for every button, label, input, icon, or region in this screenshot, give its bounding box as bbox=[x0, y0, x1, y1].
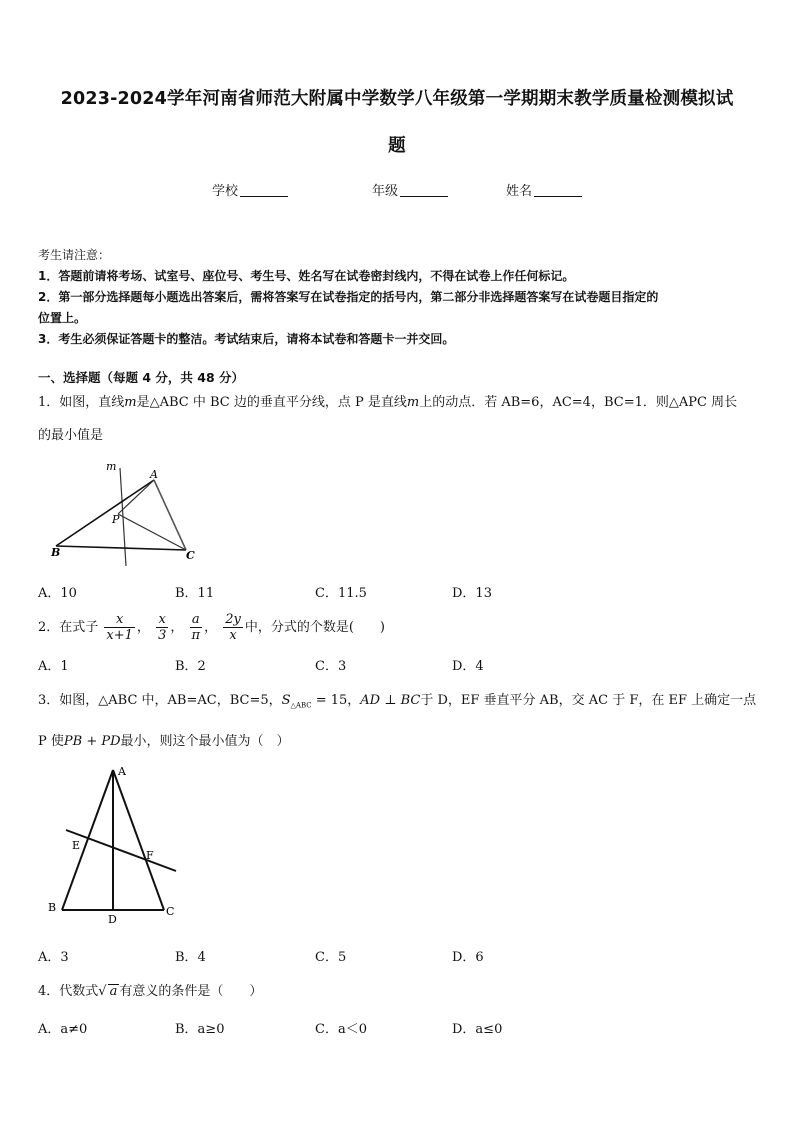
q1-label-c: C bbox=[186, 549, 195, 562]
q1-option-c[interactable]: C．11.5 bbox=[315, 586, 367, 601]
numerator: x bbox=[104, 612, 135, 628]
q2-option-c[interactable]: C．3 bbox=[315, 659, 347, 674]
q2-options bbox=[38, 655, 760, 675]
sqrt-sign-icon: √ bbox=[98, 984, 107, 999]
q2-option-b[interactable]: B．2 bbox=[175, 659, 206, 674]
q3-label-d: D bbox=[108, 913, 117, 926]
q3-figure bbox=[44, 760, 194, 928]
denominator: x bbox=[229, 628, 237, 643]
q1-label-m: m bbox=[106, 460, 117, 473]
q1-option-b[interactable]: B．11 bbox=[175, 586, 215, 601]
school-blank[interactable] bbox=[240, 184, 288, 197]
note-item: 3．考生必须保证答题卡的整洁。考试结束后，请将本试卷和答题卡一并交回。 bbox=[38, 332, 455, 346]
q4-options bbox=[38, 1018, 760, 1038]
notes-heading: 考生请注意： bbox=[38, 248, 111, 262]
q3-side-ab bbox=[62, 770, 113, 910]
question-1 bbox=[38, 386, 760, 452]
grade-label: 年级 bbox=[372, 184, 399, 199]
q3-perpendicular: AD ⊥ BC bbox=[360, 693, 421, 708]
q3-label-a: A bbox=[118, 765, 126, 778]
q1-text: 是△ABC 中 BC 边的垂直平分线，点 P 是直线 bbox=[136, 395, 407, 410]
q3-label-f: F bbox=[146, 849, 154, 862]
q3-label-c: C bbox=[166, 905, 175, 918]
exam-notes bbox=[38, 245, 760, 350]
q3-line-ef bbox=[66, 830, 176, 871]
q3-option-d[interactable]: D．6 bbox=[452, 950, 484, 965]
numerator: 2y bbox=[225, 612, 241, 627]
q3-text: 于 D，EF 垂直平分 AB，交 AC 于 F，在 EF 上确定一点 bbox=[420, 693, 757, 708]
q2-text: 2．在式子 bbox=[38, 620, 99, 635]
separator: ， bbox=[136, 620, 150, 635]
separator: ， bbox=[170, 620, 184, 635]
q2-fraction-2 bbox=[156, 612, 168, 643]
section-heading: 一、选择题（每题 4 分，共 48 分） bbox=[38, 370, 245, 385]
q3-side-ac bbox=[113, 770, 164, 910]
q1-side-ac bbox=[154, 480, 186, 550]
numerator: a bbox=[190, 612, 203, 628]
q1-seg-pa bbox=[118, 480, 154, 514]
school-field[interactable] bbox=[212, 180, 288, 199]
question-4 bbox=[38, 980, 262, 1004]
q3-text: P 使 bbox=[38, 733, 64, 749]
q1-seg-pc bbox=[118, 514, 186, 550]
exam-title bbox=[38, 76, 756, 170]
q4-text: 4．代数式 bbox=[38, 984, 99, 999]
q4-radicand: a bbox=[109, 984, 118, 999]
q2-option-d[interactable]: D．4 bbox=[452, 659, 484, 674]
q4-option-b[interactable]: B．a≥0 bbox=[175, 1022, 225, 1037]
q3-expression: PB + PD bbox=[63, 733, 121, 749]
q2-text: 中，分式的个数是( ) bbox=[244, 620, 385, 635]
q1-figure bbox=[38, 460, 208, 572]
title-line-2: 题 bbox=[388, 136, 406, 156]
q1-var-m: m bbox=[124, 395, 137, 410]
q1-option-a[interactable]: A．10 bbox=[38, 586, 77, 601]
q3-options bbox=[38, 946, 760, 966]
q1-label-a: A bbox=[150, 468, 158, 481]
q3-text: = 15， bbox=[311, 693, 361, 708]
q3-area-subscript: △ABC bbox=[290, 701, 312, 710]
grade-blank[interactable] bbox=[400, 184, 448, 197]
numerator: x bbox=[156, 612, 168, 628]
note-item: 位置上。 bbox=[38, 311, 87, 325]
q1-side-ab bbox=[56, 480, 154, 546]
denominator: x+1 bbox=[106, 628, 133, 643]
q1-option-d[interactable]: D．13 bbox=[452, 586, 492, 601]
q3-option-a[interactable]: A．3 bbox=[38, 950, 69, 965]
q3-text: 3．如图，△ABC 中，AB=AC，BC=5， bbox=[38, 693, 282, 708]
q1-text: 上的动点．若 AB=6，AC=4，BC=1．则△APC 周长 bbox=[419, 395, 738, 410]
q2-fraction-4 bbox=[223, 612, 243, 643]
denominator: 3 bbox=[158, 628, 167, 643]
q4-text: 有意义的条件是（ ） bbox=[119, 984, 263, 999]
q1-text: 的最小值是 bbox=[38, 428, 104, 443]
question-3 bbox=[38, 683, 760, 760]
name-label: 姓名 bbox=[506, 184, 533, 199]
q1-var-m: m bbox=[406, 395, 420, 410]
q3-option-c[interactable]: C．5 bbox=[315, 950, 347, 965]
denominator: π bbox=[191, 628, 201, 643]
q3-option-b[interactable]: B．4 bbox=[175, 950, 206, 965]
q1-label-b: B bbox=[51, 546, 61, 559]
q1-label-p: P bbox=[112, 513, 120, 526]
q3-label-e: E bbox=[72, 839, 81, 852]
q1-options bbox=[38, 582, 760, 602]
q3-text: 最小，则这个最小值为（ ） bbox=[120, 733, 290, 749]
q3-area-symbol: S bbox=[281, 693, 291, 708]
school-label: 学校 bbox=[212, 184, 239, 199]
name-field[interactable] bbox=[506, 180, 582, 199]
q3-label-b: B bbox=[48, 901, 57, 914]
q1-side-bc bbox=[56, 546, 186, 550]
note-item: 1．答题前请将考场、试室号、座位号、考生号、姓名写在试卷密封线内，不得在试卷上作任何标记。 bbox=[38, 269, 575, 283]
question-2 bbox=[38, 608, 385, 648]
q4-option-a[interactable]: A．a≠0 bbox=[38, 1022, 88, 1037]
q2-fraction-1 bbox=[104, 612, 135, 643]
name-blank[interactable] bbox=[534, 184, 582, 197]
separator: ， bbox=[204, 620, 218, 635]
q4-option-d[interactable]: D．a≤0 bbox=[452, 1022, 503, 1037]
q4-option-c[interactable]: C．a＜0 bbox=[315, 1022, 367, 1037]
q2-fraction-3 bbox=[190, 612, 203, 643]
q2-option-a[interactable]: A．1 bbox=[38, 659, 69, 674]
grade-field[interactable] bbox=[372, 180, 448, 199]
q1-text: 1．如图，直线 bbox=[38, 395, 125, 410]
note-item: 2．第一部分选择题每小题选出答案后，需将答案写在试卷指定的括号内，第二部分非选择题答案写在试卷题目指定的 bbox=[38, 290, 659, 304]
title-line-1: 2023-2024学年河南省师范大附属中学数学八年级第一学期期末教学质量检测模拟试 bbox=[60, 89, 734, 109]
